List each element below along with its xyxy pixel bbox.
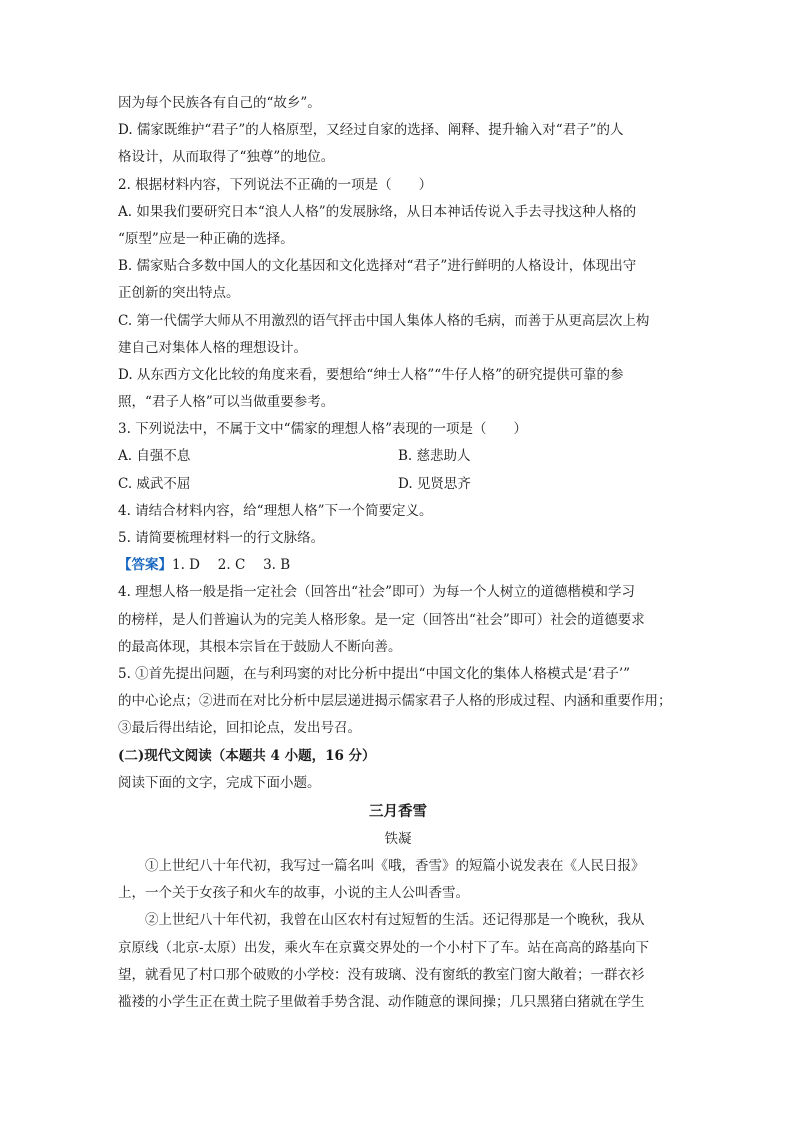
question-2-option-d: D. 从东西方文化比较的角度来看，要想给“绅士人格”“牛仔人格”的研究提供可靠的参 <box>118 366 624 383</box>
question-2: 2. 根据材料内容，下列说法不正确的一项是（ ） <box>118 176 433 193</box>
question-3-option-c: C. 威武不屈 <box>118 475 191 492</box>
question-3-option-d: D. 见贤思齐 <box>398 475 471 492</box>
article-paragraph-line: ①上世纪八十年代初，我写过一篇名叫《哦，香雪》的短篇小说发表在《人民日报》 <box>145 858 645 875</box>
document-page <box>118 90 678 1016</box>
article-body <box>118 853 678 1016</box>
answer-4-line: 的榜样，是人们普遍认为的完美人格形象。是一定（回答出“社会”即可）社会的道德要求 <box>118 611 645 628</box>
text-line: 建自己对集体人格的理想设计。 <box>118 339 307 356</box>
question-2-option-a: A. 如果我们要研究日本“浪人人格”的发展脉络，从日本神话传说入手去寻找这种人格的 <box>118 203 637 220</box>
answer-explanations <box>118 579 678 742</box>
text-line: 正创新的突出特点。 <box>118 285 240 302</box>
answer-5-line: ③最后得出结论，回扣论点，发出号召。 <box>118 720 361 737</box>
question-3-options <box>118 443 678 497</box>
section-heading: (二)现代文阅读（本题共 4 小题，16 分） <box>118 747 376 764</box>
question-3-option-a: A. 自强不息 <box>118 448 191 465</box>
question-5: 5. 请简要梳理材料一的行文脉络。 <box>118 530 325 546</box>
article-paragraph-line: 褴褛的小学生正在黄土院子里做着手势含混、动作随意的课间操；几只黑猪白猪就在学生 <box>118 994 645 1010</box>
reading-instruction: 阅读下面的文字，完成下面小题。 <box>118 774 321 791</box>
question-3-option-b: B. 慈悲助人 <box>398 448 471 465</box>
answer-4-line: 的最高体现，其根本宗旨在于鼓励人不断向善。 <box>118 638 402 655</box>
text-line: 格设计，从而取得了“独尊”的地位。 <box>118 149 335 166</box>
answer-5-line: 的中心论点；②进而在对比分析中层层递进揭示儒家君子人格的形成过程、内涵和重要作用； <box>118 693 672 710</box>
question-3: 3. 下列说法中，不属于文中“儒家的理想人格”表现的一项是（ ） <box>118 421 527 438</box>
article-paragraph-line: ②上世纪八十年代初，我曾在山区农村有过短暂的生活。还记得那是一个晚秋，我从 <box>145 912 645 929</box>
text-line: 因为每个民族各有自己的“故乡”。 <box>118 95 321 111</box>
text-line: D. 儒家既维护“君子”的人格原型，又经过自家的选择、阐释、提升输入对“君子”的人 <box>118 122 624 139</box>
article-paragraph-line: 望，就看见了村口那个破败的小学校：没有玻璃、没有窗纸的教室门窗大敞着；一群衣衫 <box>118 966 645 983</box>
answer-line <box>118 552 678 579</box>
question-2-option-b: B. 儒家贴合多数中国人的文化基因和文化选择对“君子”进行鲜明的人格设计，体现出守 <box>118 258 637 275</box>
answer-tag: 【答案】 <box>118 557 172 574</box>
article-author: 铁凝 <box>384 830 412 847</box>
answer-5-line: 5. ①首先提出问题，在与利玛窦的对比分析中提出“中国文化的集体人格模式是‘君子’” <box>118 665 631 682</box>
article-title: 三月香雪 <box>369 802 427 820</box>
answer-4-line: 4. 理想人格一般是指一定社会（回答出“社会”即可）为每一个人树立的道德楷模和学习 <box>118 584 635 601</box>
continued-text-block <box>118 90 678 443</box>
question-2-option-c: C. 第一代儒学大师从不用激烈的语气抨击中国人集体人格的毛病，而善于从更高层次上构 <box>118 312 650 329</box>
text-line: 照，“君子人格”可以当做重要参考。 <box>118 394 335 411</box>
article-paragraph-line: 京原线（北京-太原）出发，乘火车在京冀交界处的一个小村下了车。站在高高的路基向下 <box>118 939 650 956</box>
answer-text: 1. D 2. C 3. B <box>172 557 291 574</box>
text-line: “原型”应是一种正确的选择。 <box>118 230 294 247</box>
article-paragraph-line: 上，一个关于女孩子和火车的故事，小说的主人公叫香雪。 <box>118 885 469 902</box>
question-4: 4. 请结合材料内容，给“理想人格”下一个简要定义。 <box>118 502 433 519</box>
